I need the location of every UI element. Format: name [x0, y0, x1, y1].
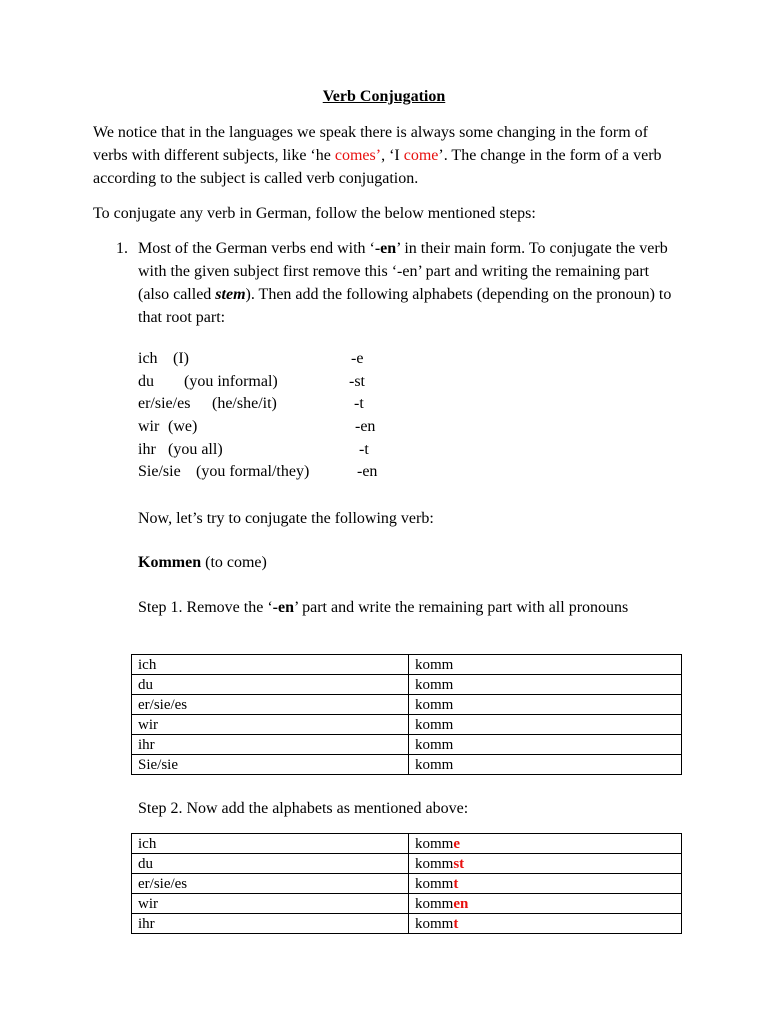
table-row	[132, 914, 682, 934]
pronoun: Sie/sie	[138, 463, 181, 480]
step1-text-1: Step 1. Remove the ‘	[138, 599, 273, 616]
table-cell-form	[409, 914, 682, 934]
verb-name: Kommen	[138, 554, 202, 571]
pronoun-ending: -st	[349, 373, 365, 390]
verb-stem: komm	[415, 895, 454, 912]
verb-ending: st	[453, 855, 465, 872]
pronoun: du	[138, 373, 154, 390]
pronoun-ending: -e	[351, 350, 364, 367]
table-row	[132, 854, 682, 874]
list-text-1: Most of the German verbs end with ‘	[138, 240, 375, 257]
table-cell-pronoun: er/sie/es	[132, 874, 409, 894]
page-title: Verb Conjugation	[322, 88, 446, 105]
verb-ending: e	[453, 835, 461, 852]
table-cell-form	[409, 834, 682, 854]
pronoun-ending: -en	[357, 463, 378, 480]
verb-meaning: (to come)	[201, 554, 267, 571]
list-item-text	[138, 237, 683, 329]
verb-stem: komm	[415, 855, 454, 872]
verb-heading	[138, 551, 683, 574]
verb-ending: en	[453, 895, 469, 912]
intro-text-3: ’. The change in the form of a verb according to the subject is called verb conjugation.	[93, 147, 662, 187]
pronoun-meaning: (you all)	[168, 441, 223, 458]
step1-text	[138, 596, 683, 619]
table-row	[132, 655, 682, 675]
pronoun-ending: -en	[355, 418, 376, 435]
list-text-2: ’ in their main form. To conjugate the verb with the given subject first remove this ‘-en’ part and writing the remaining part (also called	[138, 240, 668, 303]
list-text-3: ). Then add the following alphabets (depending on the pronoun) to that root part:	[138, 286, 672, 326]
steps-intro: To conjugate any verb in German, follow the below mentioned steps:	[93, 205, 536, 222]
table-cell-pronoun: du	[132, 675, 409, 695]
pronoun-ending: -t	[354, 395, 364, 412]
pronoun-meaning: (you informal)	[184, 373, 278, 390]
pronoun: er/sie/es	[138, 395, 191, 412]
table-cell-pronoun: du	[132, 854, 409, 874]
table-cell-form: komm	[409, 735, 682, 755]
table-cell-pronoun: ihr	[132, 735, 409, 755]
verb-stem: komm	[415, 875, 454, 892]
list-bold-en: -en	[374, 240, 397, 257]
table-cell-form: komm	[409, 675, 682, 695]
table-cell-form: komm	[409, 695, 682, 715]
step2-text: Step 2. Now add the alphabets as mentioned above:	[138, 800, 469, 817]
pronoun-meaning: (I)	[173, 350, 189, 367]
verb-ending: t	[453, 875, 459, 892]
intro-red-come: come	[403, 147, 439, 164]
table-cell-form	[409, 894, 682, 914]
pronoun-meaning: (you formal/they)	[196, 463, 310, 480]
table-cell-pronoun: er/sie/es	[132, 695, 409, 715]
table-cell-form: komm	[409, 655, 682, 675]
verb-stem: komm	[415, 915, 454, 932]
table-row	[132, 675, 682, 695]
table-cell-pronoun: wir	[132, 894, 409, 914]
intro-text-2: , ‘I	[381, 147, 404, 164]
table-cell-pronoun: wir	[132, 715, 409, 735]
pronoun: wir	[138, 418, 160, 435]
pronoun-meaning: (he/she/it)	[212, 395, 277, 412]
verb-stem: komm	[415, 835, 454, 852]
table-row	[132, 715, 682, 735]
pronoun: ich	[138, 350, 158, 367]
table-cell-form	[409, 874, 682, 894]
table-row	[132, 735, 682, 755]
conjugation-table	[131, 833, 682, 934]
intro-paragraph	[93, 121, 683, 190]
table-row	[132, 755, 682, 775]
table-cell-pronoun: ich	[132, 655, 409, 675]
table-row	[132, 874, 682, 894]
step1-bold: -en	[272, 599, 294, 616]
pronoun-meaning: (we)	[168, 418, 198, 435]
pronoun: ihr	[138, 441, 156, 458]
table-cell-form	[409, 854, 682, 874]
table-cell-pronoun: ich	[132, 834, 409, 854]
pronoun-ending: -t	[359, 441, 369, 458]
stem-table	[131, 654, 682, 775]
table-cell-form: komm	[409, 755, 682, 775]
list-stem-word: stem	[215, 286, 246, 303]
step1-text-2: ’ part and write the remaining part with all pronouns	[293, 599, 629, 616]
table-cell-pronoun: ihr	[132, 914, 409, 934]
try-text: Now, let’s try to conjugate the following verb:	[138, 510, 434, 527]
table-cell-form: komm	[409, 715, 682, 735]
table-cell-pronoun: Sie/sie	[132, 755, 409, 775]
table-row	[132, 695, 682, 715]
table-row	[132, 834, 682, 854]
list-number: 1.	[116, 240, 128, 257]
verb-ending: t	[453, 915, 459, 932]
intro-red-comes: comes’	[334, 147, 382, 164]
table-row	[132, 894, 682, 914]
intro-text-1: We notice that in the languages we speak there is always some changing in the form of verbs with different subjects, like ‘he	[93, 124, 648, 164]
